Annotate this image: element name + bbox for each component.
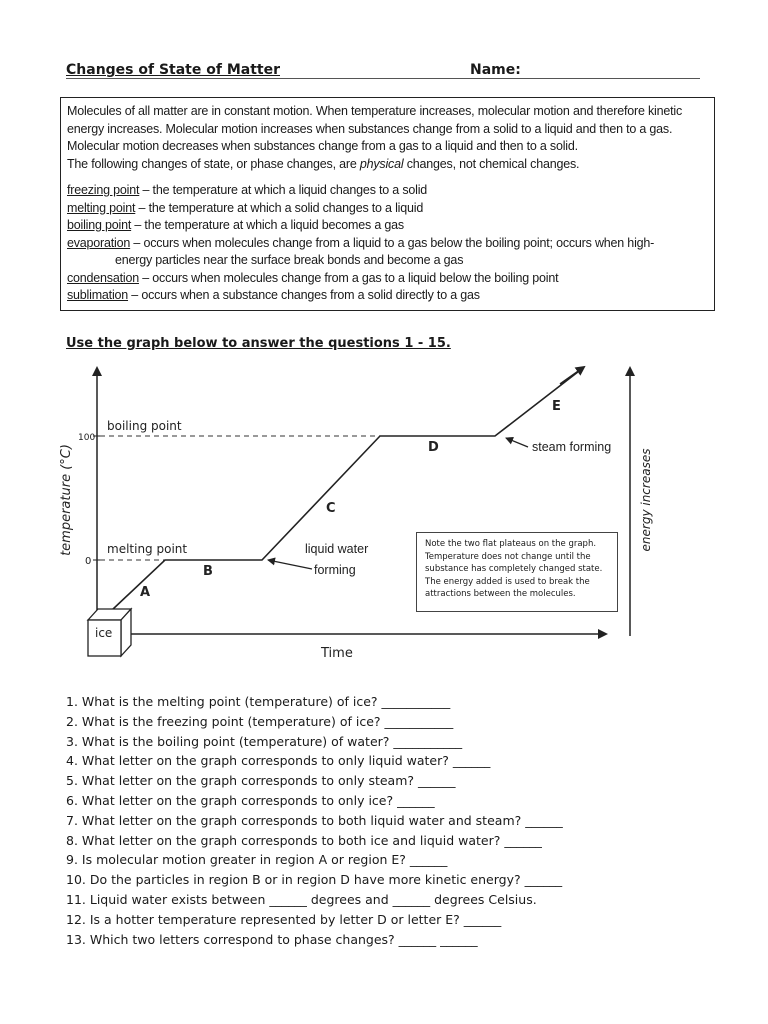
question-13: 13. Which two letters correspond to phase changes? ______ ______ <box>66 931 478 947</box>
note-line: Note the two flat plateaus on the graph. <box>425 539 597 549</box>
liquid-water-label: liquid water <box>305 542 369 556</box>
question-1: 1. What is the melting point (temperature) of ice? ___________ <box>66 694 451 709</box>
question-9: 9. Is molecular motion greater in region A or region E? ______ <box>66 852 448 868</box>
note-line: The energy added is used to break the <box>425 576 590 587</box>
y-axis-label: temperature (°C) <box>59 444 74 556</box>
question-11: 11. Liquid water exists between ______ degrees and ______ degrees Celsius. <box>66 891 537 907</box>
def-melting-point: melting point – the temperature at which a solid changes to a liquid <box>67 200 424 215</box>
boiling-point-label: boiling point <box>107 419 182 433</box>
questions-list <box>66 692 563 949</box>
question-3: 3. What is the boiling point (temperature) of water? ___________ <box>66 733 463 749</box>
intro-line-2: energy increases. Molecular motion increases when substances change from a solid to a liquid and then to a gas. <box>67 121 673 136</box>
energy-axis-label: energy increases <box>639 448 653 552</box>
graph-instruction: Use the graph below to answer the questions 1 - 15. <box>66 336 451 351</box>
ice-label: ice <box>95 626 113 640</box>
intro-line-1: Molecules of all matter are in constant motion. When temperature increases, molecular motion and therefore kinetic <box>67 104 683 118</box>
note-line: attractions between the molecules. <box>425 589 576 599</box>
letter-b: B <box>203 564 213 579</box>
tick-100: 100 <box>78 433 96 443</box>
def-sublimation: sublimation – occurs when a substance changes from a solid directly to a gas <box>67 288 480 302</box>
question-12: 12. Is a hotter temperature represented by letter D or letter E? ______ <box>66 911 502 927</box>
note-line: substance has completely changed state. <box>425 564 603 574</box>
def-evaporation-continued: energy particles near the surface break bonds and become a gas <box>115 253 464 267</box>
plateau-note <box>416 532 618 612</box>
forming-label: forming <box>314 563 356 577</box>
intro-line-3: Molecular motion decreases when substances change from a gas to a liquid and then to a solid. <box>67 139 578 153</box>
question-7: 7. What letter on the graph corresponds to both liquid water and steam? ______ <box>66 812 563 828</box>
def-condensation: condensation – occurs when molecules change from a gas to a liquid below the boiling point <box>67 270 559 285</box>
question-8: 8. What letter on the graph corresponds to both ice and liquid water? ______ <box>66 832 542 848</box>
tick-0: 0 <box>85 556 92 567</box>
melting-point-label: melting point <box>107 542 188 556</box>
letter-a: A <box>140 585 151 600</box>
letter-c: C <box>326 501 336 516</box>
liquid-water-arrow <box>268 560 312 569</box>
name-label: Name: <box>470 62 521 78</box>
question-6: 6. What letter on the graph corresponds to only ice? ______ <box>66 792 435 808</box>
def-freezing-point: freezing point – the temperature at which a liquid changes to a solid <box>67 183 428 197</box>
letter-e: E <box>552 399 561 414</box>
question-5: 5. What letter on the graph corresponds to only steam? ______ <box>66 773 456 789</box>
question-2: 2. What is the freezing point (temperature) of ice? ___________ <box>66 713 454 729</box>
intro-line-4: The following changes of state, or phase changes, are physical changes, not chemical changes. <box>67 156 580 171</box>
worksheet-title: Changes of State of Matter <box>66 62 280 78</box>
letter-d: D <box>428 440 439 455</box>
question-4: 4. What letter on the graph corresponds to only liquid water? ______ <box>66 753 491 769</box>
steam-forming-label: steam forming <box>532 440 612 454</box>
note-line: Temperature does not change until the <box>425 551 591 562</box>
question-10: 10. Do the particles in region B or in region D have more kinetic energy? ______ <box>66 872 563 888</box>
def-evaporation: evaporation – occurs when molecules change from a liquid to a gas below the boiling point; occurs when high- <box>67 235 655 250</box>
x-axis-label: Time <box>321 646 353 661</box>
steam-forming-arrow <box>506 438 528 447</box>
def-boiling-point: boiling point – the temperature at which a liquid becomes a gas <box>67 218 404 232</box>
